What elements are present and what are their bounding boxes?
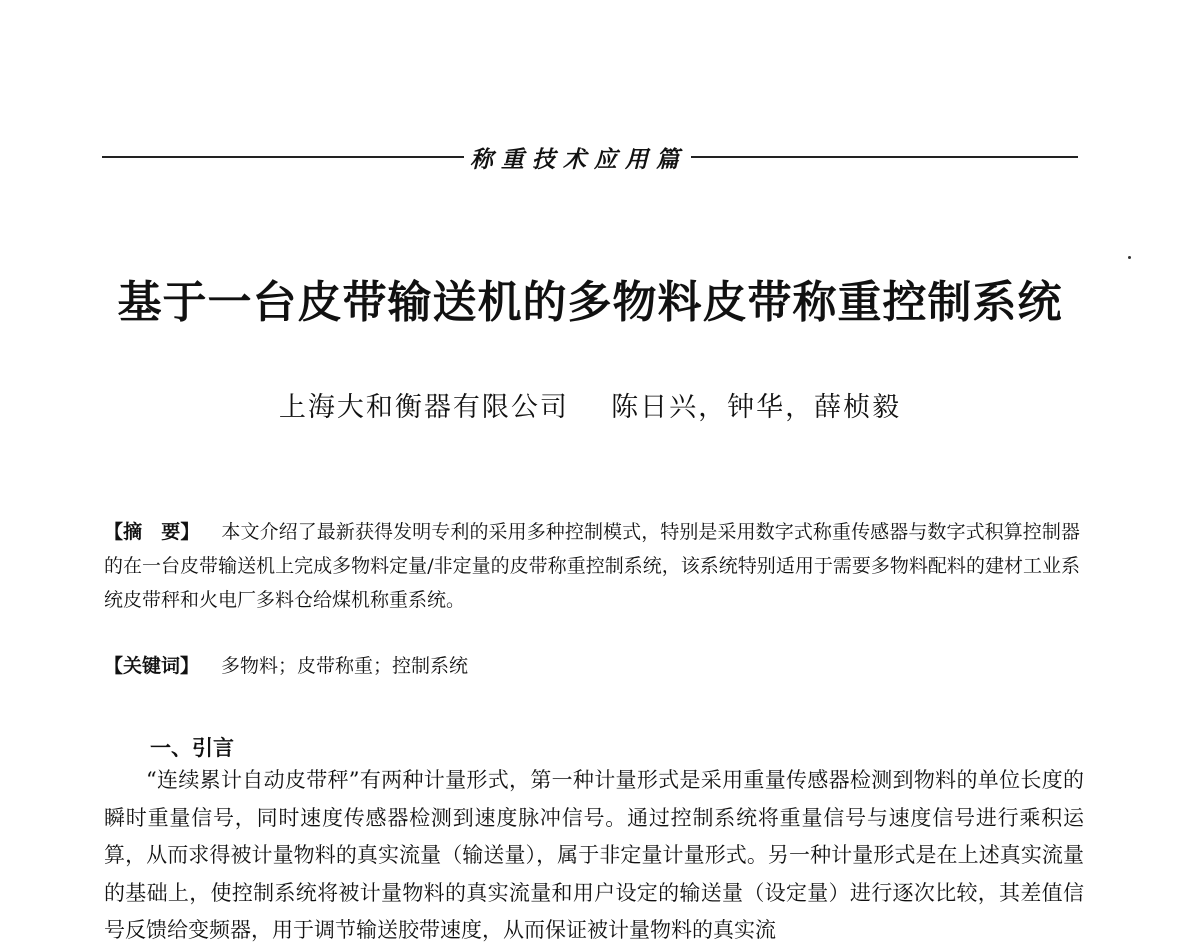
section-header: [102, 140, 1078, 174]
keywords-label: 【关键词】: [104, 655, 200, 677]
header-rule-left: [102, 156, 464, 158]
section-heading: 一、引言: [150, 736, 234, 760]
abstract: [104, 515, 1080, 617]
keywords-text: 多物料；皮带称重；控制系统: [221, 655, 469, 677]
abstract-text: 本文介绍了最新获得发明专利的采用多种控制模式，特别是采用数字式称重传感器与数字式积算控制器的在一台皮带输送机上完成多物料定量/非定量的皮带称重控制系统，该系统特别适用于需要多物料配料的建材工业系统皮带秤和火电厂多料仓给煤机称重系统。: [104, 521, 1080, 611]
body-paragraph: “连续累计自动皮带秤”有两种计量形式，第一种计量形式是采用重量传感器检测到物料的单位长度的瞬时重量信号，同时速度传感器检测到速度脉冲信号。通过控制系统将重量信号与速度信号进行乘积运算，从而求得被计量物料的真实流量（输送量），属于非定量计量形式。另一种计量形式是在上述真实流量的基础上，使控制系统将被计量物料的真实流量和用户设定的输送量（设定量）进行逐次比较，其差值信号反馈给变频器，用于调节输送胶带速度，从而保证被计量物料的真实流: [104, 768, 1084, 942]
article-title: 基于一台皮带输送机的多物料皮带称重控制系统: [117, 277, 1063, 328]
header-rule-right: [691, 156, 1078, 158]
section-header-text: 称重技术应用篇: [470, 145, 687, 173]
abstract-label: 【摘 要】: [104, 521, 200, 543]
keywords: [104, 649, 1080, 683]
article-authors: 上海大和衡器有限公司 陈日兴，钟华，薛桢毅: [278, 392, 902, 423]
scan-speck: [1128, 256, 1131, 259]
